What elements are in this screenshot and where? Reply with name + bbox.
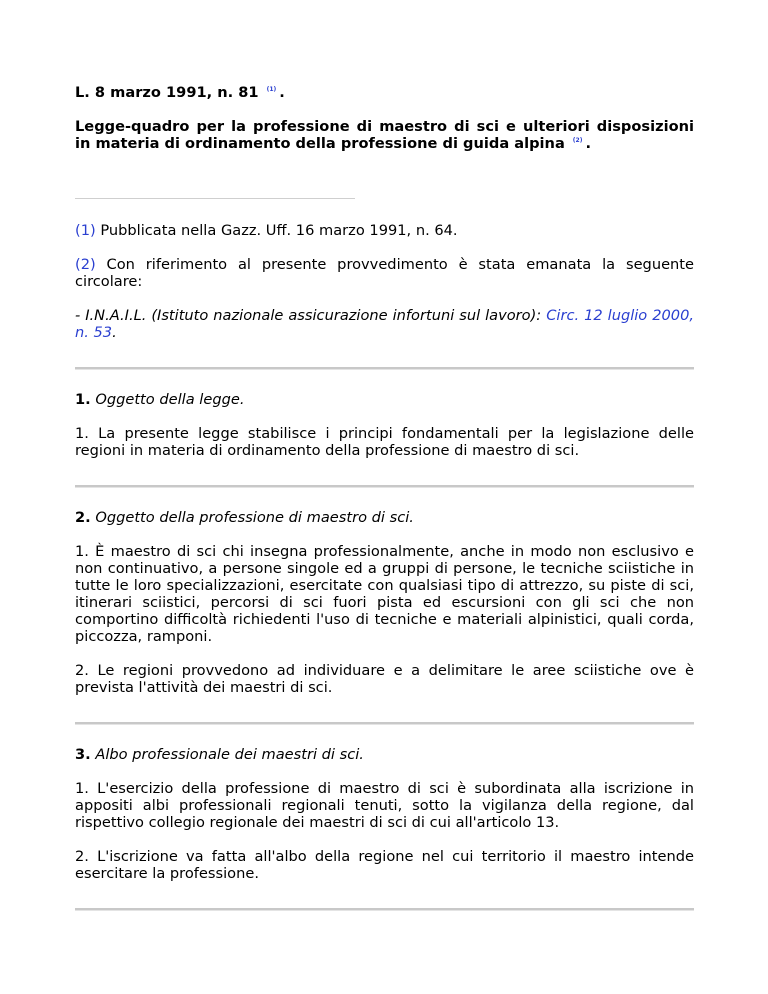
footnote-ref-2[interactable]: (2) <box>572 137 583 144</box>
law-title: Legge-quadro per la professione di maestro di sci e ulteriori disposizioni in materia di ordinamento della professione di guida alpina $^{(2)}$ . <box>75 118 694 152</box>
footnote-2-item: - I.N.A.I.L. (Istituto nazionale assicurazione infortuni sul lavoro): Circ. 12 luglio 2000, n. 53. <box>75 307 694 341</box>
article-3-heading: 3. Albo professionale dei maestri di sci. <box>75 746 364 763</box>
section-divider <box>75 485 694 488</box>
section-divider <box>75 722 694 725</box>
footnote-separator <box>75 198 355 199</box>
article-3-paragraph-2: 2. L'iscrizione va fatta all'albo della regione nel cui territorio il maestro intende esercitare la professione. <box>75 848 694 882</box>
section-divider <box>75 908 694 911</box>
footnote-1-marker[interactable]: (1) <box>75 222 96 239</box>
footnote-2: (2) Con riferimento al presente provvedimento è stata emanata la seguente circolare: <box>75 256 694 290</box>
footnote-2-marker[interactable]: (2) <box>75 256 96 273</box>
footnote-1: (1) Pubblicata nella Gazz. Uff. 16 marzo 1991, n. 64. <box>75 222 458 239</box>
circular-link[interactable]: Circ. 12 luglio 2000, n. 53 <box>75 307 694 341</box>
article-2-paragraph-1: 1. È maestro di sci chi insegna professionalmente, anche in modo non esclusivo e non continuativo, a persone singole ed a gruppi di persone, le tecniche sciistiche in tutte le loro specializzazioni, esercitate con qualsiasi tipo di attrezzo, su piste di sci, itinerari sciistici, percorsi di sci fuori pista ed escursioni con gli sci che non comportino difficoltà richiedenti l'uso di tecniche e materiali alpinistici, quali corda, piccozza, ramponi. <box>75 543 694 645</box>
footnote-ref-1[interactable]: (1) <box>266 86 277 93</box>
law-citation: L. 8 marzo 1991, n. 81 $^{(1)}$ . <box>75 84 285 101</box>
article-1-paragraph-1: 1. La presente legge stabilisce i principi fondamentali per la legislazione delle regioni in materia di ordinamento della professione di maestro di sci. <box>75 425 694 459</box>
article-2-heading: 2. Oggetto della professione di maestro di sci. <box>75 509 414 526</box>
article-2-paragraph-2: 2. Le regioni provvedono ad individuare e a delimitare le aree sciistiche ove è prevista l'attività dei maestri di sci. <box>75 662 694 696</box>
section-divider <box>75 367 694 370</box>
article-3-paragraph-1: 1. L'esercizio della professione di maestro di sci è subordinata alla iscrizione in appositi albi professionali regionali tenuti, sotto la vigilanza della regione, dal rispettivo collegio regionale dei maestri di sci di cui all'articolo 13. <box>75 780 694 831</box>
article-1-heading: 1. Oggetto della legge. <box>75 391 245 408</box>
